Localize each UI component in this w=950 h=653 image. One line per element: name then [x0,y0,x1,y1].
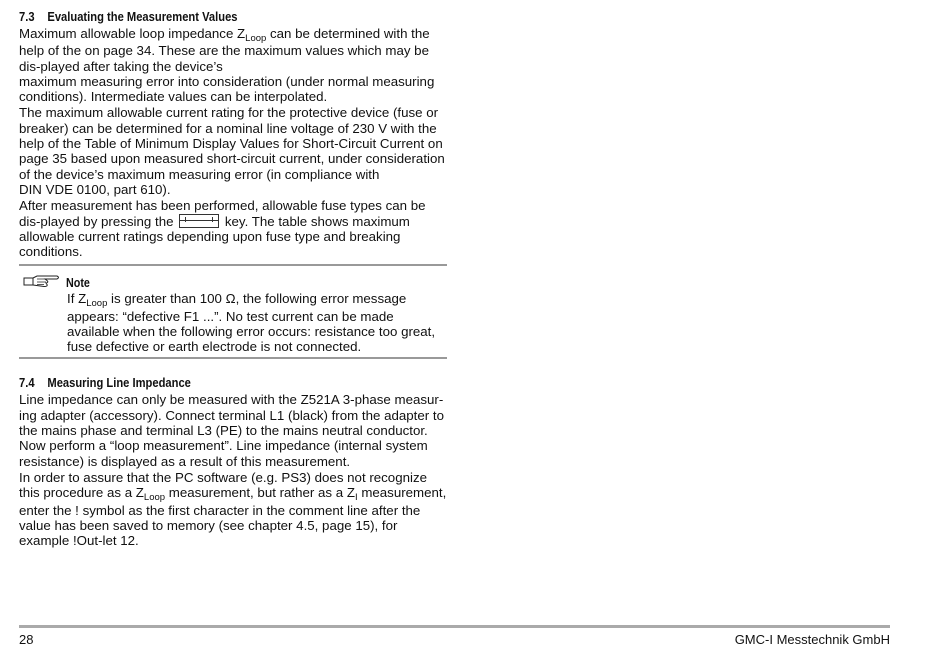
paragraph-line-impedance: Line impedance can only be measured with the Z521A 3-phase measur-ing adapter (accessory). Connect terminal L1 (black) from the adapter to the mains phase and terminal L3 (PE) to the mains neutral conductor. Now perform a “loop measurement”. Line impedance (internal system resistance) is displayed as a result of this measurement. [19,392,444,469]
section-title: Measuring Line Impedance [47,375,191,391]
paragraph-loop-impedance: Maximum allowable loop impedance $Z_{Loop}$ can be determined with the help of the on page 34. These are the maximum values which may be dis-played after taking the device’s maximum measuring error into consideration (under normal measuring conditions). Intermediate values can be interpolated. [19,26,435,105]
footer-rule [19,625,890,628]
section-number: 7.4 [19,375,35,391]
paragraph-pc-software: In order to assure that the PC software (e.g. PS3) does not recognize this procedure as a $Z_{Loop}$ measurement, but rather as a $Z_I$ measurement, enter the ! symbol as the first character in the comment line after the value has been saved to memory (see chapter 4.5, page 15), for example !Out-let 12. [19,469,447,549]
note-label: Note [66,276,90,291]
section-title: Evaluating the Measurement Values [47,9,238,24]
fuse-key-icon [179,214,219,228]
page-column [19,8,447,548]
company-name: GMC-I Messtechnik GmbH [734,632,890,647]
section-heading-7-4 [19,374,387,392]
note-text: If $Z_{Loop}$ is greater than 100 Ω, the following error message appears: “defective F1 ...”. No test current can be made available when the following error occurs: resistance too great, fuse defective or earth electrode is not connected. [67,291,436,355]
pointing-hand-icon [23,274,61,288]
section-heading-7-3 [19,8,387,26]
divider [19,357,447,359]
paragraph-fuse-types: After measurement has been performed, allowable fuse types can be dis-played by pressing the key. The table shows maximum allowable current ratings depending upon fuse type and breaking conditions. [19,198,426,260]
section-number: 7.3 [19,9,35,24]
page-number: 28 [19,632,34,647]
note-box [19,266,447,357]
paragraph-current-rating: The maximum allowable current rating for the protective device (fuse or breaker) can be determined for a nominal line voltage of 230 V with the help of the Table of Minimum Display Values for Short-Circuit Current on page 35 based upon measured short-circuit current, under consideration of the device’s maximum measuring error (in compliance with DIN VDE 0100, part 610). [19,105,445,197]
